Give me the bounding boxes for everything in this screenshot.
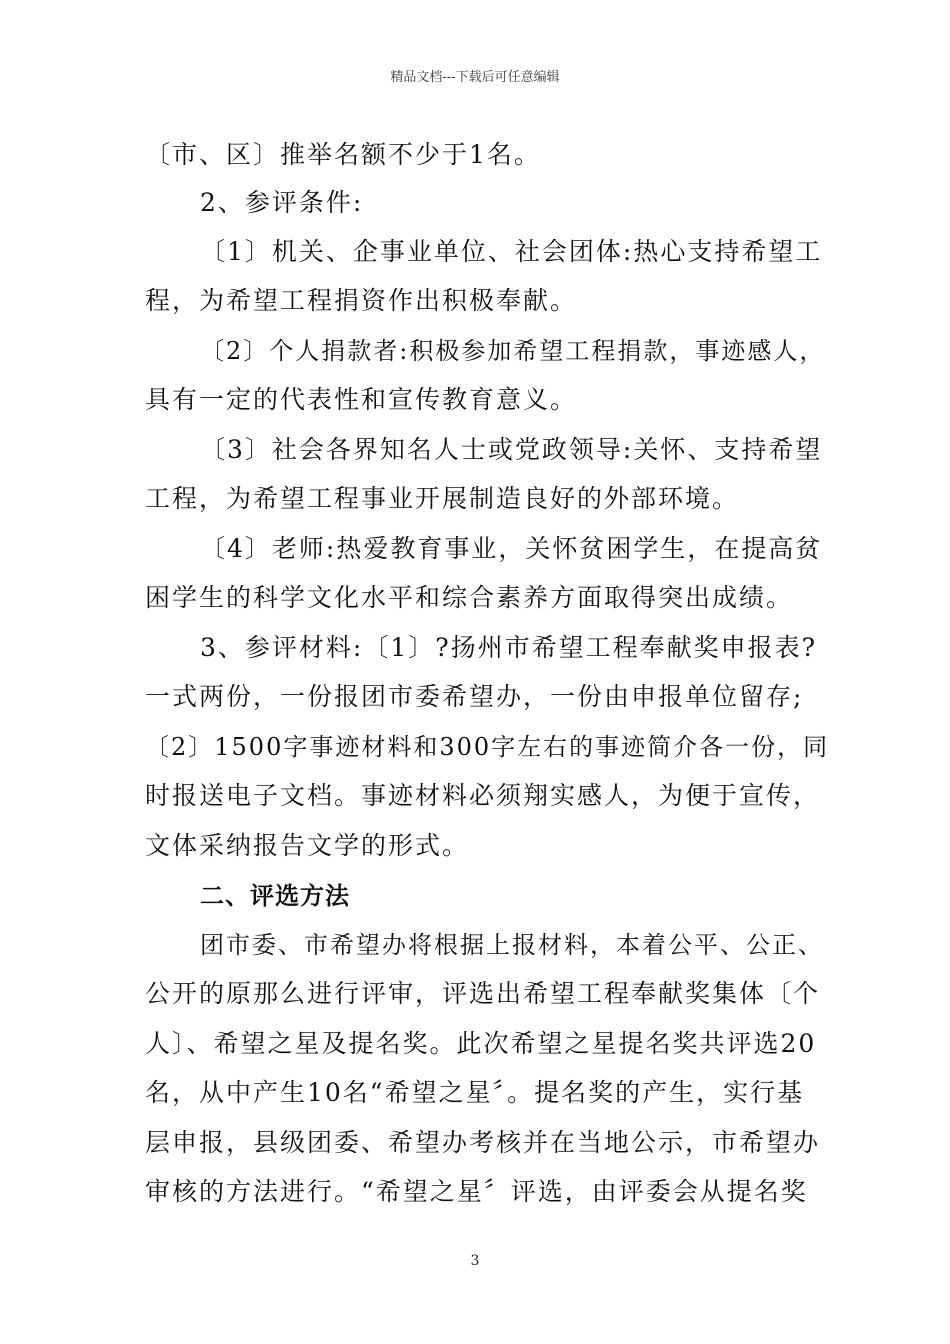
body-line: 程，为希望工程捐资作出积极奉献。 (145, 286, 578, 315)
body-line: 文体采纳报告文学的形式。 (145, 831, 470, 860)
body-line: 〔4〕老师:热爱教育事业，关怀贫困学生，在提高贫 (200, 534, 823, 563)
body-line: 〔1〕机关、企事业单位、社会团体:热心支持希望工 (200, 237, 823, 266)
body-line: 人〕、希望之星及提名奖。此次希望之星提名奖共评选20 (145, 1029, 817, 1058)
body-line: 2、参评条件: (200, 188, 364, 217)
body-line: 一式两份，一份报团市委希望办，一份由申报单位留存; (145, 682, 804, 711)
body-line: 公开的原那么进行评审，评选出希望工程奉献奖集体〔个 (145, 979, 821, 1008)
body-line: 时报送电子文档。事迹材料必须翔实感人，为便于宣传， (145, 781, 821, 810)
body-line: 〔3〕社会各界知名人士或党政领导:关怀、支持希望 (200, 435, 823, 464)
body-line: 困学生的科学文化水平和综合素养方面取得突出成绩。 (145, 583, 794, 612)
body-line: 具有一定的代表性和宣传教育意义。 (145, 385, 578, 414)
body-line: 工程，为希望工程事业开展制造良好的外部环境。 (145, 484, 740, 513)
body-line: 团市委、市希望办将根据上报材料，本着公平、公正、 (200, 931, 824, 959)
body-line: 名，从中产生10名“希望之星〞。提名奖的产生，实行基 (145, 1078, 805, 1107)
page-number: 3 (470, 1253, 480, 1269)
section-heading: 二、评选方法 (200, 882, 350, 910)
body-line: 层申报，县级团委、希望办考核并在当地公示，市希望办 (145, 1128, 821, 1157)
body-line: 3、参评材料:〔1〕?扬州市希望工程奉献奖申报表? (200, 633, 818, 662)
body-line: 〔市、区〕推举名额不少于1名。 (145, 140, 541, 169)
body-line: 〔2〕1500字事迹材料和300字左右的事迹简介各一份，同 (145, 733, 830, 761)
body-line: 审核的方法进行。“希望之星〞评选，由评委会从提名奖 (145, 1177, 808, 1206)
body-line: 〔2〕个人捐款者:积极参加希望工程捐款，事迹感人， (200, 337, 826, 365)
page-header: 精品文档---下载后可任意编辑 (390, 70, 560, 85)
